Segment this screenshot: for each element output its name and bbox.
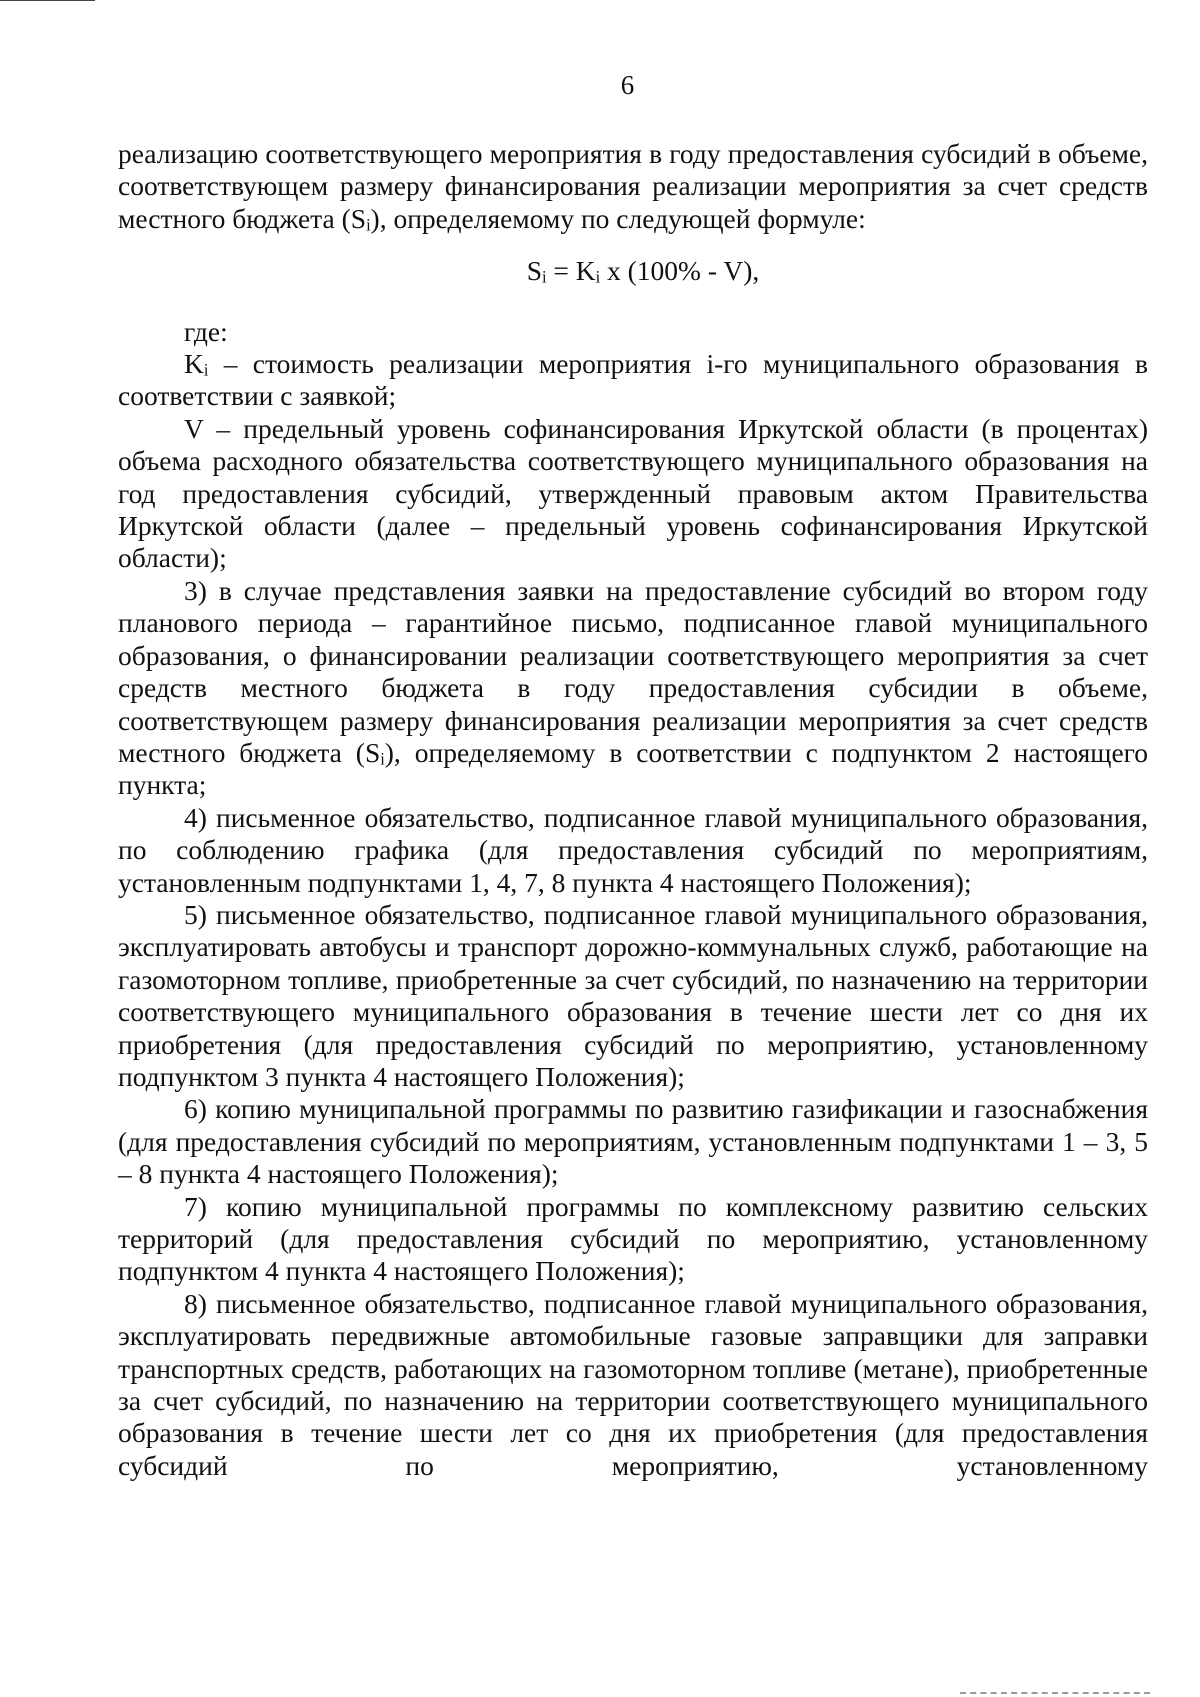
definition-v: V – предельный уровень софинансирования Иркутской области (в процентах) объема расходного обязательства соответствующего муниципального образования на год предоставления субсидий, утвержденный правовым актом Правительства Иркутской области (далее – предельный уровень софинансирования Иркутской области); (118, 412, 1148, 574)
list-item-4: 4) письменное обязательство, подписанное главой муниципального образования, по соблюдению графика (для предоставления субсидий по мероприятиям, установленным подпунктами 1, 4, 7, 8 пункта 4 настоящего Положения); (118, 801, 1148, 898)
list-item-8: 8) письменное обязательство, подписанное главой муниципального образования, эксплуатировать передвижные автомобильные газовые заправщики для заправки транспортных средств, работающих на газомоторном топливе (метане), приобретенные за счет субсидий, по назначению на территории соответствующего муниципального образования в течение шести лет со дня их приобретения (для предоставления субсидий по мероприятию, установленному (118, 1287, 1148, 1481)
scan-bottom-mark (960, 1692, 1150, 1694)
scan-edge-line (0, 0, 95, 2)
paragraph-continuation: реализацию соответствующего мероприятия в году предоставления субсидий в объеме, соответствующем размеру финансирования реализации мероприятия за счет средств местного бюджета (Sᵢ), определяемому по следующей формуле: (118, 138, 1148, 234)
where-label: где: (184, 315, 228, 347)
definition-ki: Kᵢ – стоимость реализации мероприятия i-го муниципального образования в соответствии с заявкой; (118, 348, 1148, 412)
list-item-5: 5) письменное обязательство, подписанное главой муниципального образования, эксплуатировать автобусы и транспорт дорожно-коммунальных служб, работающие на газомоторном топливе, приобретенные за счет субсидий, по назначению на территории соответствующего муниципального образования в течение шести лет со дня их приобретения (для предоставления субсидий по мероприятию, установленному подпунктом 3 пункта 4 настоящего Положения); (118, 898, 1148, 1092)
formula: Sᵢ = Kᵢ x (100% - V), (526, 255, 760, 287)
document-body (118, 138, 1148, 1482)
list-item-7: 7) копию муниципальной программы по комплексному развитию сельских территорий (для предоставления субсидий по мероприятию, установленному подпунктом 4 пункта 4 настоящего Положения); (118, 1190, 1148, 1287)
page-number: 6 (620, 70, 635, 100)
list-item-6: 6) копию муниципальной программы по развитию газификации и газоснабжения (для предоставления субсидий по мероприятиям, установленным подпунктами 1 – 3, 5 – 8 пункта 4 настоящего Положения); (118, 1093, 1148, 1190)
list-item-3: 3) в случае представления заявки на предоставление субсидий во втором году планового периода – гарантийное письмо, подписанное главой муниципального образования, о финансировании реализации соответствующего мероприятия за счет средств местного бюджета в году предоставления субсидии в объеме, соответствующем размеру финансирования реализации мероприятия за счет средств местного бюджета (Sᵢ), определяемому в соответствии с подпунктом 2 настоящего пункта; (118, 574, 1148, 801)
